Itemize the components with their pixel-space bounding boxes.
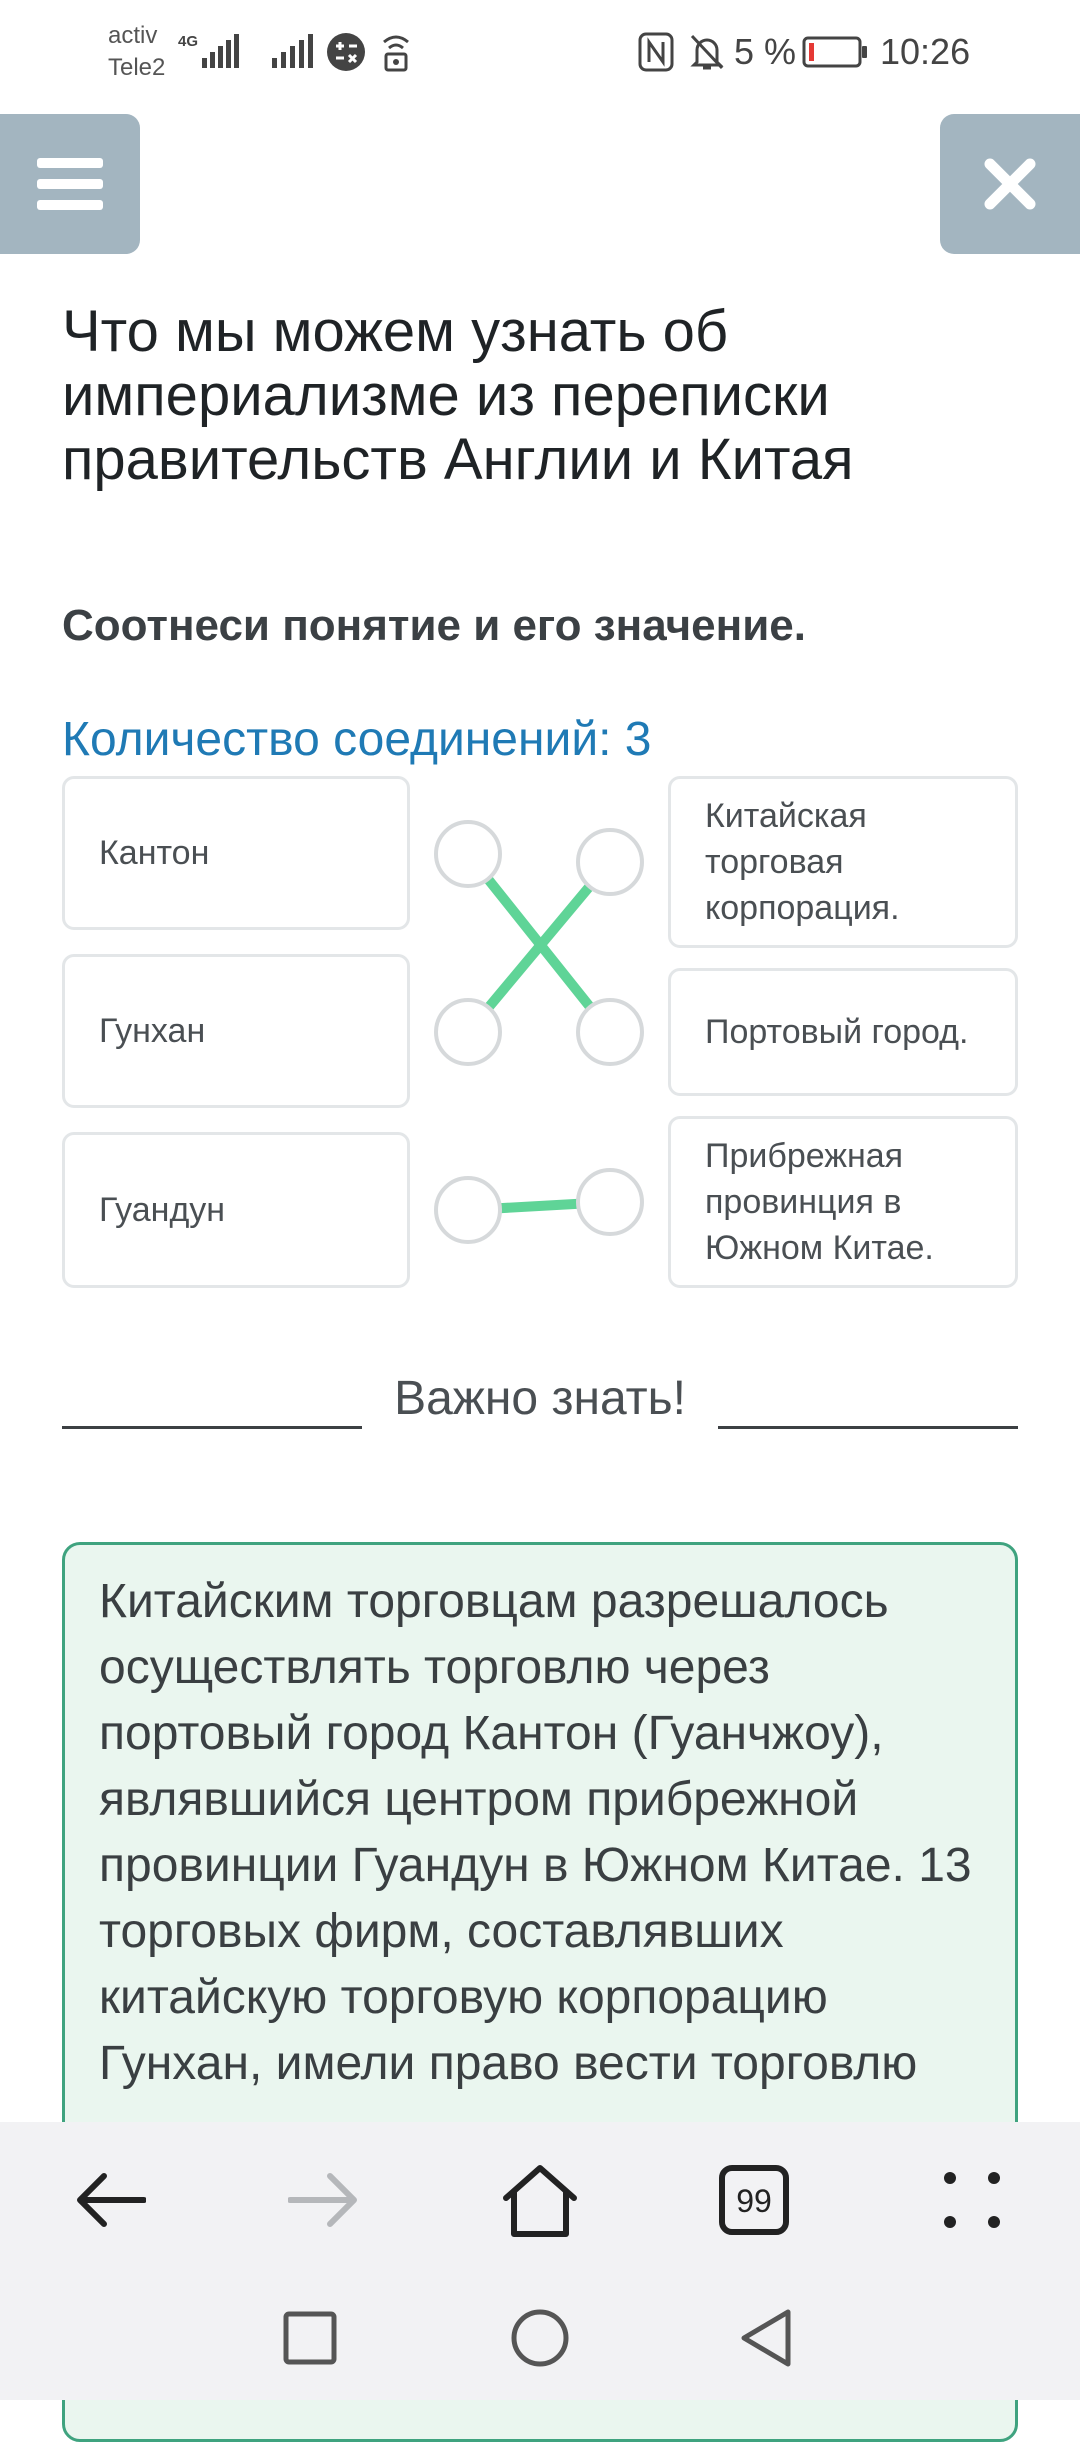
system-back-button[interactable]: [726, 2298, 806, 2378]
left-card-label: Кантон: [99, 834, 210, 872]
tabs-count: 99: [736, 2183, 772, 2219]
right-connector-3[interactable]: [578, 1170, 642, 1234]
left-card-kanton[interactable]: [62, 776, 410, 930]
menu-button[interactable]: [0, 114, 140, 254]
left-card-gunkhan[interactable]: [62, 954, 410, 1108]
home-button[interactable]: [492, 2154, 588, 2246]
right-card-label: Прибрежная провинция в Южном Китае.: [705, 1137, 934, 1267]
battery-percent: 5 %: [734, 31, 797, 72]
left-connector-1[interactable]: [436, 822, 500, 886]
left-card-label: Гуандун: [99, 1191, 226, 1229]
right-connector-2[interactable]: [578, 1000, 642, 1064]
square-icon: [282, 2310, 338, 2366]
arrow-right-icon: [288, 2170, 360, 2230]
close-button[interactable]: [940, 114, 1080, 254]
system-nav-bar: [0, 2276, 1080, 2400]
divider-right: [718, 1426, 1018, 1429]
page-title: Что мы можем узнать об империализме из переписки правительств Англии и Китая: [62, 299, 854, 492]
carrier-label: [108, 20, 165, 84]
signal-4g-icon: [178, 30, 242, 74]
divider-left: [62, 1426, 362, 1429]
more-button[interactable]: [924, 2158, 1020, 2242]
left-card-guandun[interactable]: [62, 1132, 410, 1288]
signal-icon: [270, 30, 316, 74]
close-icon: [982, 156, 1038, 212]
network-tag: 4G: [178, 33, 199, 50]
right-card-port-city[interactable]: [668, 968, 1018, 1096]
left-connector-3[interactable]: [436, 1178, 500, 1242]
home-icon: [500, 2162, 580, 2238]
status-bar: [0, 0, 1080, 110]
left-connector-2[interactable]: [436, 1000, 500, 1064]
data-saver-icon: [324, 30, 368, 74]
tabs-icon: [718, 2164, 790, 2236]
recents-button[interactable]: [270, 2298, 350, 2378]
right-card-corporation[interactable]: [668, 776, 1018, 948]
right-card-coastal-province[interactable]: [668, 1116, 1018, 1288]
triangle-back-icon: [736, 2306, 796, 2370]
connections-count: Количество соединений: 3: [62, 713, 652, 766]
circle-icon: [508, 2306, 572, 2370]
connection-canvas: [420, 800, 660, 1280]
left-card-label: Гунхан: [99, 1012, 206, 1050]
battery-icon: [802, 30, 868, 74]
more-icon: [942, 2170, 1002, 2230]
task-instruction: Соотнеси понятие и его значение.: [62, 601, 806, 650]
tabs-button[interactable]: [706, 2158, 802, 2242]
back-button[interactable]: [62, 2158, 158, 2242]
info-text: Китайским торговцам разрешалось осуществлять торговлю через портовый город Кантон (Гуанчжоу), являвшийся центром прибрежной провинции Гуандун в Южном Китае. 13 торговых фирм, составлявших китайскую торговую корпорацию Гунхан, имели право вести торговлю: [99, 1575, 972, 2090]
important-heading: Важно знать!: [394, 1372, 686, 1425]
clock: 10:26: [880, 31, 971, 72]
carrier-line-2: Tele2: [108, 54, 166, 81]
hotspot-icon: [376, 30, 416, 74]
system-home-button[interactable]: [500, 2298, 580, 2378]
right-card-label: Портовый город.: [705, 1013, 969, 1051]
bell-off-icon: [688, 30, 726, 74]
right-card-label: Китайская торговая корпорация.: [705, 797, 900, 927]
carrier-line-1: activ: [108, 22, 158, 49]
nfc-icon: [636, 30, 676, 74]
arrow-left-icon: [74, 2170, 146, 2230]
browser-toolbar: [0, 2122, 1080, 2276]
forward-button[interactable]: [276, 2158, 372, 2242]
menu-icon: [37, 156, 103, 212]
right-connector-1[interactable]: [578, 830, 642, 894]
